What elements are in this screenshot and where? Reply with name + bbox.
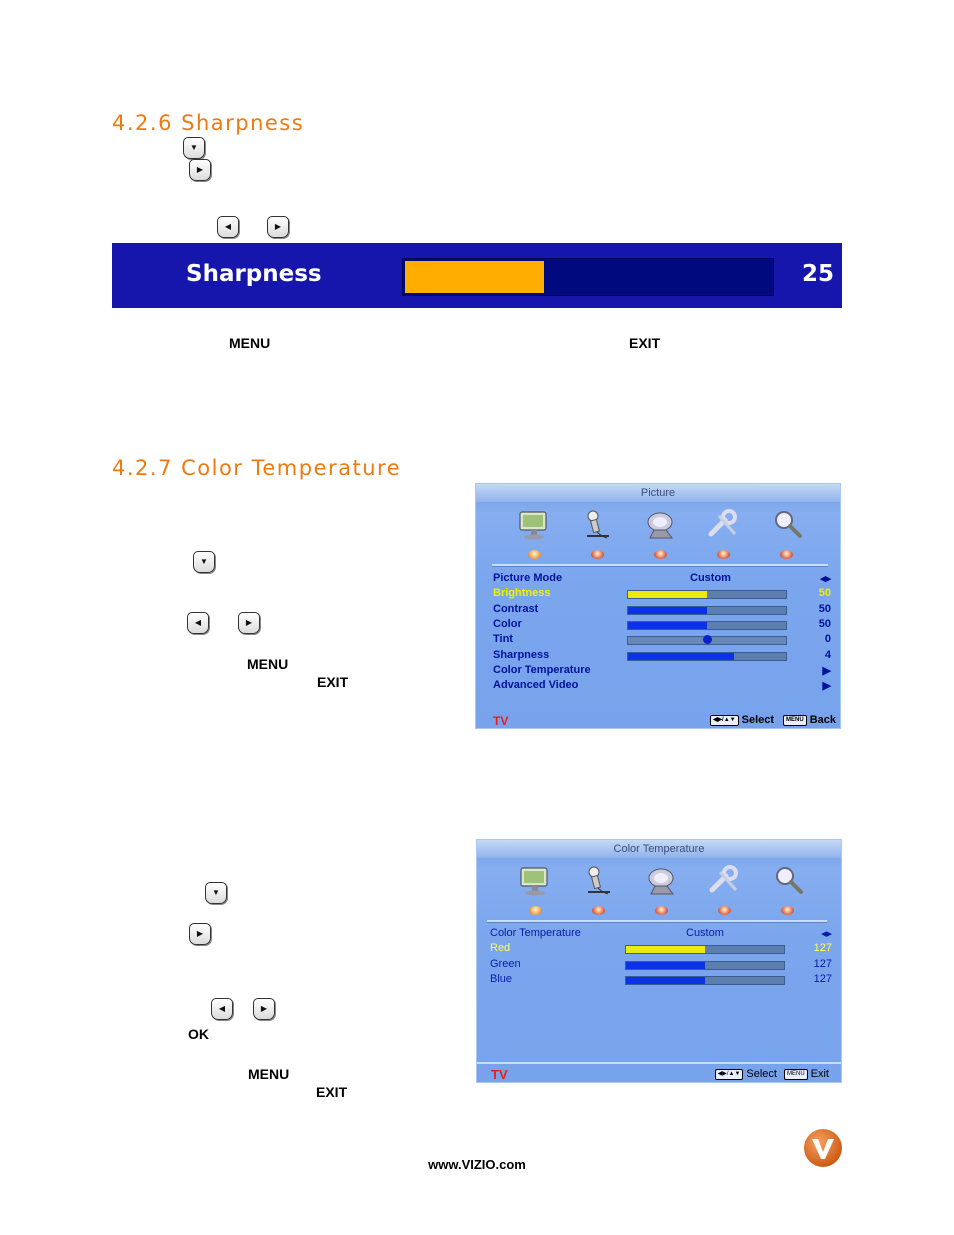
menu-icon-row: [477, 862, 841, 902]
menu-item-label[interactable]: Green: [490, 957, 521, 970]
down-arrow-key-icon: ▼: [183, 137, 205, 159]
menu-key-icon: MENU: [783, 715, 807, 726]
menu-tab-indicator-icon: [529, 906, 542, 915]
menu-item-value: ◂▸: [819, 573, 831, 585]
back-hint: Back: [809, 714, 836, 726]
menu-item-label[interactable]: Sharpness: [493, 648, 550, 661]
left-arrow-key-icon: ◀: [187, 612, 209, 634]
exit-hint: Exit: [810, 1068, 829, 1080]
menu-item-label[interactable]: Color: [493, 617, 522, 630]
down-arrow-key-icon: ▼: [205, 882, 227, 904]
menu-key-label: MENU: [247, 656, 289, 672]
left-arrow-key-icon: ◀: [217, 216, 239, 238]
right-arrow-key-icon: ▶: [189, 159, 211, 181]
menu-item-label[interactable]: Red: [490, 942, 511, 955]
menu-slider-track[interactable]: [625, 961, 785, 970]
menu-item-value: 127: [813, 942, 832, 955]
menu-tab-indicator-icon: [528, 550, 541, 559]
osd-label: Sharpness: [186, 261, 322, 287]
exit-key-label: EXIT: [629, 335, 661, 351]
menu-slider-track[interactable]: [625, 976, 785, 985]
menu-item-current-value: Custom: [690, 572, 731, 584]
menu-slider-track[interactable]: [627, 652, 787, 661]
microphone-icon[interactable]: [580, 864, 618, 898]
menu-item-label[interactable]: Brightness: [493, 587, 551, 600]
menu-item-label[interactable]: Contrast: [493, 602, 539, 615]
left-arrow-key-icon: ◀: [211, 998, 233, 1020]
sharpness-osd-bar: [112, 243, 842, 308]
menu-tab-indicator-icon: [592, 906, 605, 915]
menu-item-value: 4: [824, 648, 831, 661]
menu-item-current-value: Custom: [686, 927, 724, 939]
menu-tab-indicator-icon: [718, 906, 731, 915]
menu-slider-track[interactable]: [627, 621, 787, 630]
menu-slider-fill: [626, 977, 705, 984]
menu-item-value: 127: [813, 972, 832, 985]
menu-item-value: 0: [824, 633, 831, 646]
monitor-icon[interactable]: [517, 864, 555, 898]
menu-slider-fill: [626, 962, 705, 969]
menu-slider-fill: [628, 653, 734, 660]
ok-key-label: OK: [188, 1026, 209, 1042]
menu-hint: [715, 1068, 829, 1080]
nav-key-icon: ◀▶/▲▼: [715, 1069, 744, 1080]
menu-title: Picture: [476, 484, 840, 502]
menu-icon-row: [476, 506, 840, 546]
wrench-icon[interactable]: [705, 508, 743, 542]
osd-level-track: [402, 258, 774, 296]
menu-item-label[interactable]: Color Temperature: [493, 663, 591, 676]
right-arrow-key-icon: ▶: [189, 923, 211, 945]
satellite-dish-icon[interactable]: [643, 864, 681, 898]
footer-url: www.VIZIO.com: [428, 1157, 526, 1172]
menu-item-label[interactable]: Blue: [490, 972, 513, 985]
menu-hint: [710, 714, 836, 726]
right-arrow-key-icon: ▶: [253, 998, 275, 1020]
select-hint: Select: [746, 1068, 777, 1080]
exit-key-label: EXIT: [316, 1084, 348, 1100]
submenu-arrow-icon[interactable]: ▶: [822, 680, 831, 693]
menu-slider-track[interactable]: [625, 945, 785, 954]
menu-item-value: 50: [818, 617, 831, 630]
right-arrow-key-icon: ▶: [267, 216, 289, 238]
menu-item-value: ◂▸: [820, 928, 832, 940]
menu-slider-fill: [628, 591, 707, 598]
osd-value: 25: [801, 261, 834, 287]
satellite-dish-icon[interactable]: [642, 508, 680, 542]
menu-item-value: 50: [818, 587, 831, 600]
menu-slider-track[interactable]: [627, 606, 787, 615]
nav-key-icon: ◀▶/▲▼: [710, 715, 739, 726]
osd-level-fill: [405, 261, 544, 293]
submenu-arrow-icon[interactable]: ▶: [822, 664, 831, 677]
wrench-icon[interactable]: [706, 864, 744, 898]
select-hint: Select: [741, 714, 775, 726]
menu-tab-indicator-icon: [780, 550, 793, 559]
menu-tab-indicator-icon: [655, 906, 668, 915]
menu-item-value: 50: [818, 602, 831, 615]
menu-divider: [492, 564, 828, 566]
right-arrow-key-icon: ▶: [238, 612, 260, 634]
exit-key-label: EXIT: [317, 674, 349, 690]
menu-tab-indicator-icon: [781, 906, 794, 915]
menu-slider-fill: [628, 622, 707, 629]
menu-item-value: 127: [813, 957, 832, 970]
picture-menu-screenshot: [475, 483, 841, 729]
menu-key-label: MENU: [248, 1066, 290, 1082]
menu-item-label[interactable]: Advanced Video: [493, 679, 579, 692]
menu-slider-track[interactable]: [627, 590, 787, 599]
menu-item-label[interactable]: Color Temperature: [490, 927, 581, 939]
source-label: TV: [493, 714, 509, 728]
magnifier-icon[interactable]: [768, 508, 806, 542]
menu-tab-indicator-icon: [591, 550, 604, 559]
footer-divider: [477, 1062, 841, 1064]
menu-tab-indicator-icon: [654, 550, 667, 559]
menu-divider: [487, 920, 827, 922]
magnifier-icon[interactable]: [769, 864, 807, 898]
monitor-icon[interactable]: [516, 508, 554, 542]
vizio-logo-icon: [803, 1128, 843, 1168]
source-label: TV: [491, 1067, 508, 1082]
menu-title: Color Temperature: [477, 840, 841, 858]
menu-slider-fill: [626, 946, 705, 953]
menu-item-label[interactable]: Tint: [493, 633, 513, 646]
color-temperature-menu-screenshot: [476, 839, 842, 1083]
menu-slider-track[interactable]: [627, 636, 787, 645]
menu-key-label: MENU: [229, 335, 271, 351]
menu-slider-knob[interactable]: [703, 635, 712, 644]
menu-tab-indicator-icon: [717, 550, 730, 559]
section-heading-sharpness: 4.2.6 Sharpness: [112, 111, 305, 135]
menu-slider-fill: [628, 607, 707, 614]
down-arrow-key-icon: ▼: [193, 551, 215, 573]
menu-item-label[interactable]: Picture Mode: [493, 572, 563, 584]
section-heading-color-temperature: 4.2.7 Color Temperature: [112, 456, 402, 480]
menu-key-icon: MENU: [784, 1069, 808, 1080]
microphone-icon[interactable]: [579, 508, 617, 542]
